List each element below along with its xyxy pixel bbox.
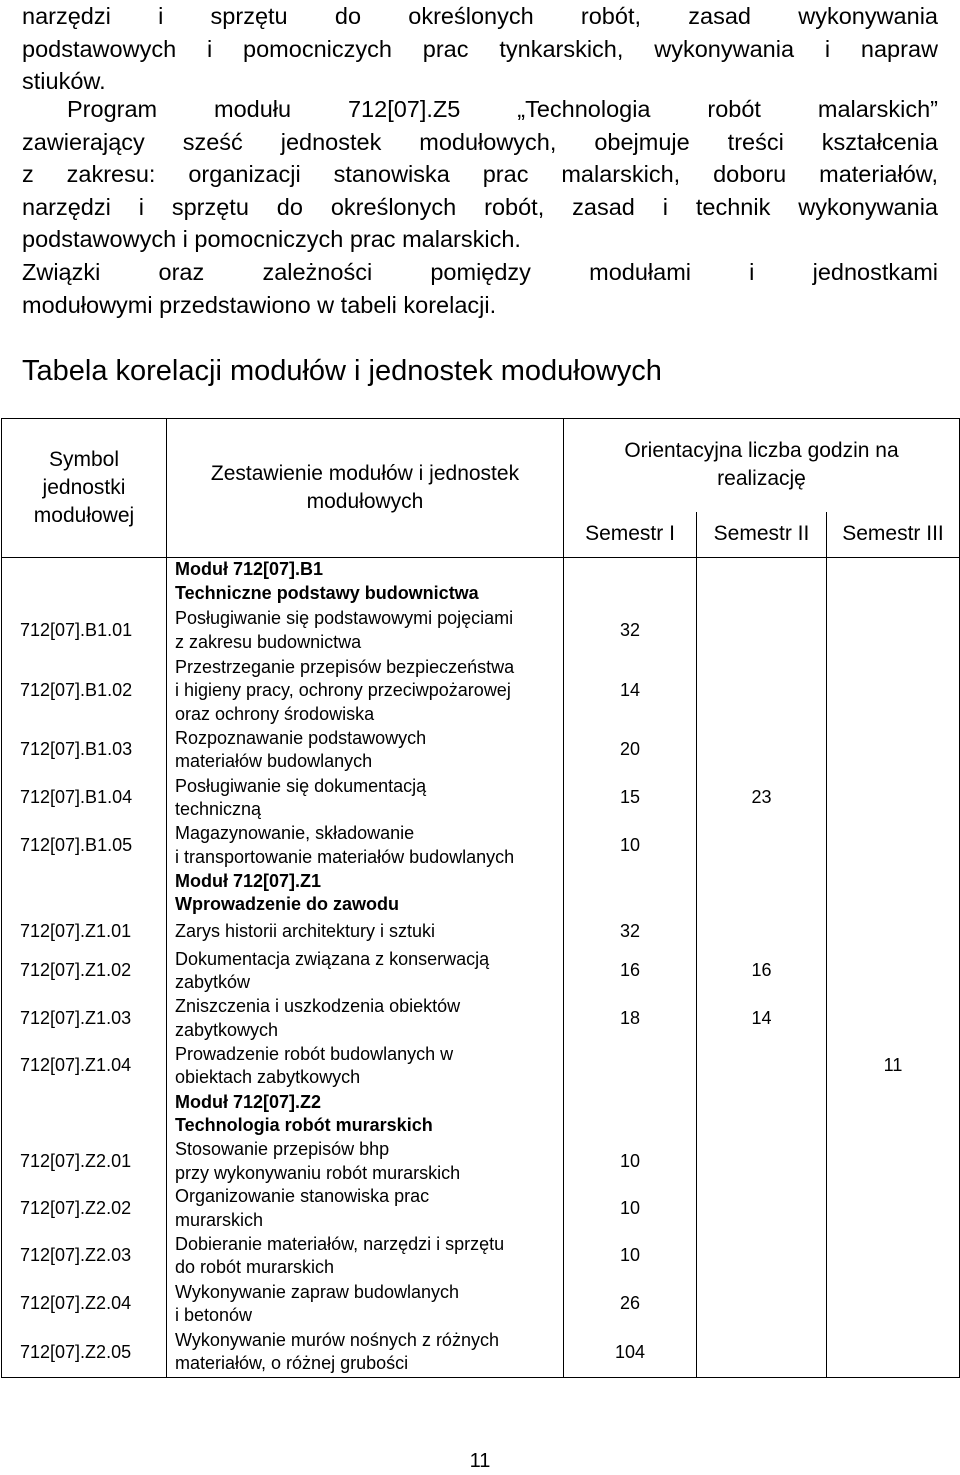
unit-description xyxy=(167,1280,564,1328)
unit-symbol: 712[07].Z2.02 xyxy=(2,1185,167,1232)
header-description: Zestawienie modułów i jednostek modułowych xyxy=(167,419,564,558)
description-line: techniczną xyxy=(175,799,262,819)
semester-2-hours xyxy=(697,822,827,869)
unit-description xyxy=(167,1185,564,1232)
header-symbol: Symbol jednostki modułowej xyxy=(2,419,167,558)
paragraph-2 xyxy=(22,93,938,256)
description-line: do robót murarskich xyxy=(175,1257,335,1277)
header-semester-1: Semestr I xyxy=(564,512,697,558)
table-row xyxy=(2,1328,960,1377)
description-line: z zakresu budownictwa xyxy=(175,631,362,652)
unit-description xyxy=(167,656,564,727)
correlation-table xyxy=(1,418,960,1378)
page-number: 11 xyxy=(469,1450,491,1472)
description-line: Dokumentacja związana z konserwacją xyxy=(175,948,490,969)
semester-2-hours xyxy=(697,606,827,656)
semester-1-hours: 18 xyxy=(564,995,697,1042)
semester-1-hours: 10 xyxy=(564,822,697,869)
semester-2-hours: 14 xyxy=(697,995,827,1042)
semester-1-hours: 10 xyxy=(564,1185,697,1232)
semester-3-hours xyxy=(827,774,960,822)
unit-description xyxy=(167,822,564,869)
unit-description xyxy=(167,1232,564,1280)
semester-1-hours: 32 xyxy=(564,606,697,656)
semester-1-hours: 15 xyxy=(564,774,697,822)
semester-3-hours xyxy=(827,822,960,869)
semester-1-hours: 26 xyxy=(564,1280,697,1328)
semester-3-hours xyxy=(827,656,960,727)
description-line: Posługiwanie się dokumentacją xyxy=(175,775,427,796)
description-line: Zniszczenia i uszkodzenia obiektów xyxy=(175,996,461,1016)
unit-symbol: 712[07].Z1.02 xyxy=(2,947,167,995)
semester-3-hours xyxy=(827,947,960,995)
table-row xyxy=(2,1042,960,1090)
description-line: materiałów, o różnej grubości xyxy=(175,1353,409,1374)
semester-2-hours: 16 xyxy=(697,947,827,995)
semester-1-hours xyxy=(564,558,697,606)
text-line: narzędzi i sprzętu do określonych robót, zasad wykonywania xyxy=(22,3,938,29)
semester-3-hours xyxy=(827,1185,960,1232)
text-line: modułowymi przedstawiono w tabeli korelacji. xyxy=(22,291,497,318)
semester-2-hours xyxy=(697,726,827,774)
description-line: materiałów budowlanych xyxy=(175,751,373,771)
unit-description xyxy=(167,947,564,995)
table-row xyxy=(2,606,960,656)
description-line: zabytków xyxy=(175,972,251,992)
paragraph-1 xyxy=(22,0,938,98)
header-semester-3: Semestr III xyxy=(827,512,960,558)
description-line: Rozpoznawanie podstawowych xyxy=(175,727,427,748)
text-line: z zakresu: organizacji stanowiska prac malarskich, doboru materiałów, xyxy=(22,161,938,187)
semester-3-hours xyxy=(827,869,960,917)
table-row xyxy=(2,869,960,917)
semester-2-hours xyxy=(697,558,827,606)
description-line: i betonów xyxy=(175,1305,253,1325)
table-row xyxy=(2,917,960,947)
semester-1-hours xyxy=(564,1042,697,1090)
table-row xyxy=(2,1232,960,1280)
semester-1-hours: 16 xyxy=(564,947,697,995)
table-row xyxy=(2,1138,960,1185)
unit-description xyxy=(167,1328,564,1377)
unit-symbol: 712[07].Z2.04 xyxy=(2,1280,167,1328)
header-semester-2: Semestr II xyxy=(697,512,827,558)
description-line: Technologia robót murarskich xyxy=(175,1115,433,1135)
semester-3-hours xyxy=(827,1328,960,1377)
table-row xyxy=(2,947,960,995)
description-line: Techniczne podstawy budownictwa xyxy=(175,582,479,603)
description-line: i higieny pracy, ochrony przeciwpożarowej xyxy=(175,680,511,700)
unit-symbol: 712[07].Z1.01 xyxy=(2,917,167,947)
description-line: Stosowanie przepisów bhp xyxy=(175,1139,390,1159)
table-title: Tabela korelacji modułów i jednostek modułowych xyxy=(22,355,662,387)
unit-symbol: 712[07].Z2.05 xyxy=(2,1328,167,1377)
unit-symbol: 712[07].B1.05 xyxy=(2,822,167,869)
unit-symbol: 712[07].Z1.03 xyxy=(2,995,167,1042)
semester-2-hours xyxy=(697,1090,827,1138)
description-line: Posługiwanie się podstawowymi pojęciami xyxy=(175,608,514,628)
semester-2-hours xyxy=(697,917,827,947)
semester-3-hours: 11 xyxy=(827,1042,960,1090)
semester-1-hours: 104 xyxy=(564,1328,697,1377)
semester-1-hours xyxy=(564,869,697,917)
semester-3-hours xyxy=(827,1232,960,1280)
semester-1-hours: 14 xyxy=(564,656,697,727)
semester-2-hours: 23 xyxy=(697,774,827,822)
unit-description xyxy=(167,995,564,1042)
unit-symbol: 712[07].B1.01 xyxy=(2,606,167,656)
semester-3-hours xyxy=(827,1090,960,1138)
table-row xyxy=(2,558,960,606)
text-line: Program modułu 712[07].Z5 „Technologia robót malarskich” xyxy=(67,96,938,122)
description-line: murarskich xyxy=(175,1209,264,1230)
semester-2-hours xyxy=(697,1138,827,1185)
description-line: Zarys historii architektury i sztuki xyxy=(175,921,436,942)
semester-2-hours xyxy=(697,1185,827,1232)
module-heading xyxy=(167,558,564,606)
description-line: Wykonywanie zapraw budowlanych xyxy=(175,1281,459,1302)
semester-2-hours xyxy=(697,1232,827,1280)
semester-3-hours xyxy=(827,558,960,606)
semester-3-hours xyxy=(827,917,960,947)
unit-symbol xyxy=(2,1090,167,1138)
module-heading xyxy=(167,1090,564,1138)
unit-symbol xyxy=(2,558,167,606)
semester-2-hours xyxy=(697,1280,827,1328)
unit-symbol: 712[07].B1.02 xyxy=(2,656,167,727)
unit-description xyxy=(167,606,564,656)
description-line: Wykonywanie murów nośnych z różnych xyxy=(175,1329,499,1350)
semester-2-hours xyxy=(697,656,827,727)
description-line: Moduł 712[07].Z1 xyxy=(175,870,322,891)
table-row xyxy=(2,726,960,774)
description-line: Moduł 712[07].Z2 xyxy=(175,1091,322,1112)
unit-symbol: 712[07].Z2.01 xyxy=(2,1138,167,1185)
unit-symbol: 712[07].B1.03 xyxy=(2,726,167,774)
description-line: i transportowanie materiałów budowlanych xyxy=(175,846,515,867)
description-line: obiektach zabytkowych xyxy=(175,1067,361,1087)
semester-1-hours: 10 xyxy=(564,1138,697,1185)
table-row xyxy=(2,995,960,1042)
description-line: Magazynowanie, składowanie xyxy=(175,823,415,843)
unit-description xyxy=(167,917,564,947)
semester-2-hours xyxy=(697,1328,827,1377)
table-body xyxy=(2,558,960,1378)
description-line: Organizowanie stanowiska prac xyxy=(175,1186,430,1206)
semester-1-hours: 10 xyxy=(564,1232,697,1280)
semester-3-hours xyxy=(827,1138,960,1185)
unit-symbol: 712[07].Z2.03 xyxy=(2,1232,167,1280)
description-line: przy wykonywaniu robót murarskich xyxy=(175,1162,461,1183)
unit-symbol: 712[07].Z1.04 xyxy=(2,1042,167,1090)
semester-2-hours xyxy=(697,1042,827,1090)
description-line: Wprowadzenie do zawodu xyxy=(175,894,399,914)
description-line: Dobieranie materiałów, narzędzi i sprzętu xyxy=(175,1233,505,1254)
paragraph-3 xyxy=(22,256,938,321)
semester-3-hours xyxy=(827,1280,960,1328)
table-row xyxy=(2,656,960,727)
semester-1-hours: 20 xyxy=(564,726,697,774)
text-line: zawierający sześć jednostek modułowych, obejmuje treści kształcenia xyxy=(22,128,938,155)
semester-1-hours xyxy=(564,1090,697,1138)
header-hours: Orientacyjna liczba godzin na realizację xyxy=(564,419,960,512)
table-row xyxy=(2,774,960,822)
semester-3-hours xyxy=(827,606,960,656)
semester-2-hours xyxy=(697,869,827,917)
semester-3-hours xyxy=(827,726,960,774)
unit-symbol: 712[07].B1.04 xyxy=(2,774,167,822)
text-line: Związki oraz zależności pomiędzy modułami i jednostkami xyxy=(22,259,938,285)
table-row xyxy=(2,1090,960,1138)
semester-1-hours: 32 xyxy=(564,917,697,947)
unit-symbol xyxy=(2,869,167,917)
table-row xyxy=(2,1280,960,1328)
description-line: oraz ochrony środowiska xyxy=(175,703,375,724)
description-line: zabytkowych xyxy=(175,1019,279,1040)
text-line: narzędzi i sprzętu do określonych robót, zasad i technik wykonywania xyxy=(22,193,938,220)
description-line: Prowadzenie robót budowlanych w xyxy=(175,1043,454,1064)
description-line: Przestrzeganie przepisów bezpieczeństwa xyxy=(175,656,515,677)
unit-description xyxy=(167,726,564,774)
semester-3-hours xyxy=(827,995,960,1042)
unit-description xyxy=(167,1138,564,1185)
table-row xyxy=(2,1185,960,1232)
unit-description xyxy=(167,774,564,822)
table-row xyxy=(2,822,960,869)
text-line: podstawowych i pomocniczych prac tynkarskich, wykonywania i napraw xyxy=(22,35,938,62)
unit-description xyxy=(167,1042,564,1090)
text-line: stiuków. xyxy=(22,68,106,94)
module-heading xyxy=(167,869,564,917)
description-line: Moduł 712[07].B1 xyxy=(175,559,324,580)
text-line: podstawowych i pomocniczych prac malarskich. xyxy=(22,226,521,252)
